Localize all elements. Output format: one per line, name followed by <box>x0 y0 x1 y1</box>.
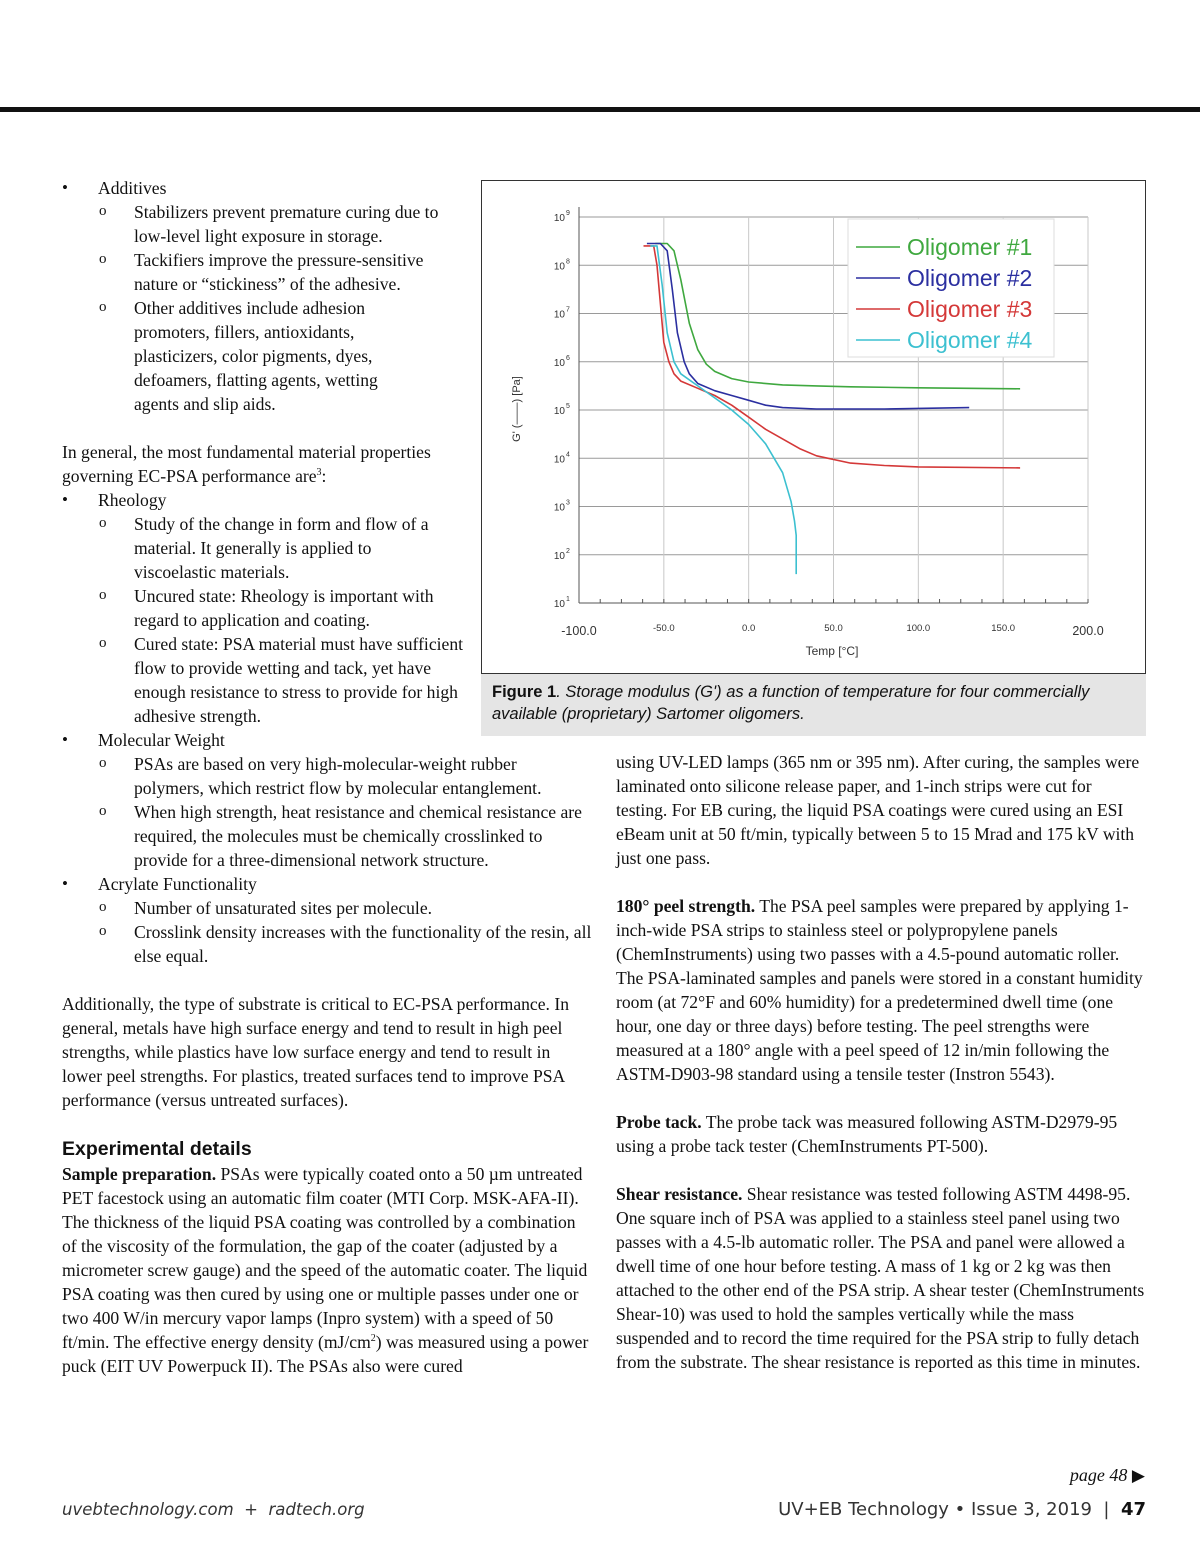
y-tick-exponent: 8 <box>566 258 570 266</box>
x-tick-label: 100.0 <box>906 623 931 634</box>
y-tick-label: 10 <box>553 261 565 273</box>
section-heading: Experimental details <box>62 1138 252 1160</box>
next-page-text: page 48 <box>1069 1465 1128 1485</box>
legend-label: Oligomer #2 <box>907 265 1033 291</box>
y-tick-label: 10 <box>553 406 565 417</box>
sub-bullet: o Other additives include adhesion promoters, fillers, antioxidants, plasticizers, color pigments, dyes, defoamers, flatting agents, wetting agents and slip aids. <box>62 296 422 416</box>
legend-label: Oligomer #1 <box>907 234 1033 260</box>
bullet-rheology: • Rheology <box>62 488 594 512</box>
y-tick-label: 10 <box>553 309 565 321</box>
storage-modulus-chart <box>482 181 1145 673</box>
intro-suffix: : <box>321 466 327 486</box>
chart-legend <box>848 219 1054 357</box>
run-in-heading: 180° peel strength. <box>616 896 756 916</box>
footnote-ref: 3 <box>316 467 322 479</box>
x-tick-label: -100.0 <box>561 624 597 638</box>
bullet-additives: • Additives <box>62 176 594 200</box>
y-tick-label: 10 <box>553 213 565 224</box>
y-tick-exponent: 1 <box>566 596 570 603</box>
sub-bullet: o Study of the change in form and flow of a material. It generally is applied to viscoelastic materials. <box>62 512 442 584</box>
figure-caption <box>481 674 1146 736</box>
sub-bullet: o Cured state: PSA material must have sufficient flow to provide wetting and tack, yet have enough resistance to stress to provide for high adhesive strength. <box>62 632 464 728</box>
y-tick-exponent: 7 <box>566 306 570 314</box>
continued-paragraph: using UV-LED lamps (365 nm or 395 nm). After curing, the samples were laminated onto silicone release paper, and 1-inch strips were cut for testing. For EB curing, the liquid PSA coatings were cured using an ESI eBeam unit at 50 ft/min, typically between 5 to 15 Mrad and 175 kV with just one pass. <box>616 752 1140 868</box>
superscript: 2 <box>370 1333 376 1345</box>
caption-text: . Storage modulus (G') as a function of temperature for four commercially available (proprietary) Sartomer oligomers. <box>492 683 1090 723</box>
publication-info: UV+EB Technology • Issue 3, 2019 | <box>778 1499 1121 1520</box>
intro-paragraph <box>62 440 462 488</box>
footer-websites: uvebtechnology.com + radtech.org <box>62 1500 365 1519</box>
top-rule <box>0 107 1200 112</box>
sub-bullet: o Number of unsaturated sites per molecule. <box>62 896 594 920</box>
x-axis-label: Temp [°C] <box>805 644 859 658</box>
tack-text: The probe tack was measured following ASTM-D2979-95 using a probe tack tester (ChemInstruments PT-500). <box>616 1112 1118 1156</box>
y-tick-exponent: 4 <box>566 451 570 459</box>
y-tick-label: 10 <box>553 550 565 562</box>
y-tick-label: 10 <box>553 502 565 514</box>
next-arrow-icon: ▶ <box>1131 1466 1145 1485</box>
sub-bullet: o Stabilizers prevent premature curing due to low-level light exposure in storage. <box>62 200 464 248</box>
x-tick-label: -50.0 <box>653 623 675 634</box>
sub-bullet: o When high strength, heat resistance and chemical resistance are required, the molecules must be chemically crosslinked to provide for a three-dimensional network structure. <box>62 800 594 872</box>
footer-publication <box>778 1499 1146 1520</box>
y-axis-label: G' (——) [Pa] <box>511 376 523 442</box>
x-tick-label: 0.0 <box>742 623 756 634</box>
run-in-heading: Sample preparation. <box>62 1164 217 1184</box>
x-tick-label: 50.0 <box>824 623 843 634</box>
y-tick-exponent: 6 <box>566 354 570 362</box>
bullet-molecular-weight: • Molecular Weight <box>62 728 594 752</box>
x-tick-label: 200.0 <box>1072 624 1104 638</box>
x-tick-label: 150.0 <box>991 623 1016 634</box>
tack-paragraph <box>616 1110 1146 1158</box>
right-column <box>616 750 1146 1374</box>
y-tick-label: 10 <box>553 454 565 466</box>
intro-text: In general, the most fundamental material properties governing EC-PSA performance are <box>62 442 431 486</box>
y-tick-exponent: 9 <box>566 210 570 217</box>
bullet-acrylate: • Acrylate Functionality <box>62 872 594 896</box>
run-in-heading: Shear resistance. <box>616 1184 743 1204</box>
figure-1 <box>481 180 1146 674</box>
shear-text: Shear resistance was tested following ASTM 4498-95. One square inch of PSA was applied to a stainless steel panel using two passes with a 4.5-lb automatic roller. The PSA and panel were allowed a dwell time of one hour before testing. A mass of 1 kg or 2 kg was then attached to the other end of the PSA strip. A shear tester (ChemInstruments Shear-10) was used to hold the samples vertically while the mass suspended and to record the time required for the PSA strip to fully detach from the substrate. The shear resistance is reported as this time in minutes. <box>616 1184 1145 1372</box>
sample-prep-paragraph <box>62 1162 594 1378</box>
legend-label: Oligomer #4 <box>907 327 1033 353</box>
sub-bullet: o PSAs are based on very high-molecular-weight rubber polymers, which restrict flow by molecular entanglement. <box>62 752 542 800</box>
substrate-paragraph: Additionally, the type of substrate is critical to EC-PSA performance. In general, metals have high surface energy and tend to result in high peel strengths, while plastics have low surface energy and tend to result in lower peel strengths. For plastics, treated surfaces tend to improve PSA performance (versus untreated surfaces). <box>62 994 570 1110</box>
y-tick-label: 10 <box>553 357 565 369</box>
y-tick-exponent: 2 <box>566 547 570 555</box>
y-tick-label: 10 <box>553 599 565 610</box>
peel-text: The PSA peel samples were prepared by applying 1-inch-wide PSA strips to stainless steel or polypropylene panels (ChemInstruments) using two passes with a 4.5-pound automatic roller. The PSA-laminated samples and panels were stored in a constant humidity room (at 72°F and 60% humidity) for a predetermined dwell time (one hour, one day or three days) before testing. The peel strengths were measured at a 180° angle with a peel speed of 12 in/min following the ASTM-D903-98 standard using a tensile tester (Instron 5543). <box>616 896 1143 1084</box>
figure-label: Figure 1 <box>492 683 557 701</box>
run-in-heading: Probe tack. <box>616 1112 702 1132</box>
y-tick-exponent: 3 <box>566 499 570 507</box>
sample-text: PSAs were typically coated onto a 50 µm untreated PET facestock using an automatic film coater (MTI Corp. MSK-AFA-II). The thickness of the liquid PSA coating was controlled by a combination of the viscosity of the formulation, the gap of the coater (adjusted by a micrometer screw gauge) and the speed of the automatic coater. The liquid PSA coating was then cured by using one or multiple passes under one or two 400 W/in mercury vapor lamps (Inpro system) with a speed of 50 ft/min. The effective energy density (mJ/cm <box>62 1164 588 1352</box>
sub-bullet: o Uncured state: Rheology is important with regard to application and coating. <box>62 584 447 632</box>
sub-bullet: o Tackifiers improve the pressure-sensitive nature or “stickiness” of the adhesive. <box>62 248 464 296</box>
next-page-link[interactable] <box>1070 1465 1145 1486</box>
y-tick-exponent: 5 <box>566 403 570 410</box>
sample-text-cont: ) was measured using a power puck (EIT UV Powerpuck II). The PSAs also were cured <box>62 1332 589 1376</box>
page-number: 47 <box>1120 1499 1146 1520</box>
shear-paragraph <box>616 1182 1146 1374</box>
sub-bullet: o Crosslink density increases with the functionality of the resin, all else equal. <box>62 920 594 968</box>
legend-label: Oligomer #3 <box>907 296 1033 322</box>
peel-paragraph <box>616 894 1146 1086</box>
